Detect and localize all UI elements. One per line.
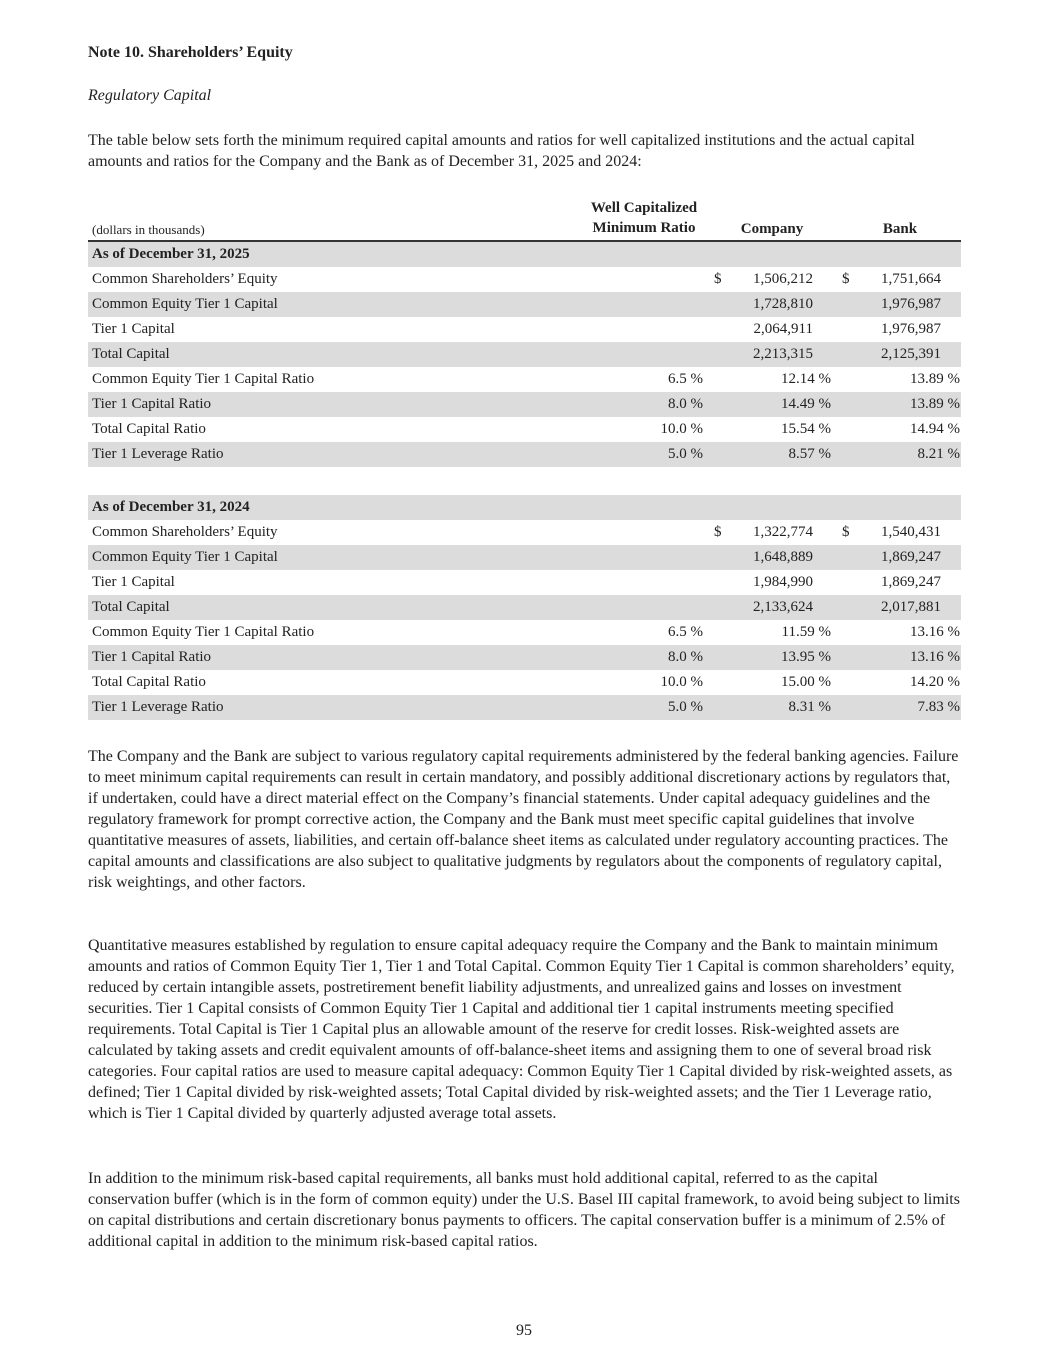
bank-dollar-sign: $ <box>842 271 850 287</box>
row-label: Common Shareholders’ Equity <box>92 271 278 287</box>
bank-value: 8.21 % <box>917 446 960 462</box>
bank-dollar-sign: $ <box>842 524 850 540</box>
table-row <box>88 645 961 670</box>
section-spacer <box>88 467 961 495</box>
table-row <box>88 520 961 545</box>
section-heading-row <box>88 495 961 520</box>
paragraph-regulatory-requirements: The Company and the Bank are subject to various regulatory capital requirements administered by the federal banking agencies. Failure to meet minimum capital requirements can result in certain mandatory, and possibly additional discretionary actions by regulators that, if undertaken, could have a direct material effect on the Company’s financial statements. Under capital adequacy guidelines and the regulatory framework for prompt corrective action, the Company and the Bank must meet specific capital guidelines that involve quantitative measures of assets, liabilities, and certain off-balance sheet items as calculated under regulatory accounting practices. The capital amounts and classifications are also subject to qualitative judgments by regulators about the components of regulatory capital, risk weightings, and other factors. <box>88 748 959 891</box>
well-capitalized-value: 6.5 % <box>668 371 703 387</box>
row-label: Total Capital Ratio <box>92 674 206 690</box>
column-header-company: Company <box>740 221 804 237</box>
table-row <box>88 670 961 695</box>
bank-value: 7.83 % <box>917 699 960 715</box>
row-label: Tier 1 Leverage Ratio <box>92 699 224 715</box>
section-heading: As of December 31, 2024 <box>92 499 250 515</box>
bank-value: 1,869,247 <box>881 574 941 590</box>
company-value: 1,728,810 <box>753 296 813 312</box>
table-row <box>88 342 961 367</box>
row-label: Total Capital Ratio <box>92 421 206 437</box>
row-label: Tier 1 Capital <box>92 574 175 590</box>
bank-value: 13.16 % <box>910 649 960 665</box>
table-row <box>88 292 961 317</box>
table-row <box>88 695 961 720</box>
bank-value: 1,751,664 <box>881 271 941 287</box>
table-row <box>88 570 961 595</box>
column-header-bank: Bank <box>882 221 918 237</box>
well-capitalized-value: 6.5 % <box>668 624 703 640</box>
company-value: 1,984,990 <box>753 574 813 590</box>
row-label: Common Equity Tier 1 Capital <box>92 549 278 565</box>
company-value: 13.95 % <box>781 649 831 665</box>
section-heading-row <box>88 242 961 267</box>
bank-value: 1,869,247 <box>881 549 941 565</box>
bank-value: 13.89 % <box>910 396 960 412</box>
row-label: Total Capital <box>92 346 170 362</box>
paragraph-conservation-buffer: In addition to the minimum risk-based capital requirements, all banks must hold additional capital, referred to as the capital conservation buffer (which is in the form of common equity) under the U.S. Basel III capital framework, to avoid being subject to limits on capital distributions and certain discretionary bonus payments to officers. The capital conservation buffer is a minimum of 2.5% of additional capital in addition to the minimum risk-based capital ratios. <box>88 1170 960 1250</box>
table-header <box>88 199 961 242</box>
company-value: 15.00 % <box>781 674 831 690</box>
company-value: 12.14 % <box>781 371 831 387</box>
row-label: Tier 1 Capital <box>92 321 175 337</box>
company-value: 14.49 % <box>781 396 831 412</box>
bank-value: 13.16 % <box>910 624 960 640</box>
table-row <box>88 367 961 392</box>
bank-value: 2,125,391 <box>881 346 941 362</box>
company-value: 1,322,774 <box>753 524 813 540</box>
well-capitalized-value: 8.0 % <box>668 396 703 412</box>
table-row <box>88 545 961 570</box>
table-row <box>88 267 961 292</box>
company-value: 1,506,212 <box>753 271 813 287</box>
company-value: 1,648,889 <box>753 549 813 565</box>
row-label: Tier 1 Capital Ratio <box>92 649 212 665</box>
row-label: Common Equity Tier 1 Capital Ratio <box>92 624 315 640</box>
row-label: Tier 1 Leverage Ratio <box>92 446 224 462</box>
company-value: 2,064,911 <box>753 321 813 337</box>
table-row <box>88 442 961 467</box>
company-value: 15.54 % <box>781 421 831 437</box>
bank-value: 1,976,987 <box>881 296 941 312</box>
page-number: 95 <box>516 1322 532 1339</box>
section-heading: As of December 31, 2025 <box>92 246 250 262</box>
well-capitalized-value: 10.0 % <box>660 421 703 437</box>
company-dollar-sign: $ <box>714 524 722 540</box>
company-value: 11.59 % <box>781 624 831 640</box>
paragraph-quantitative-measures: Quantitative measures established by regulation to ensure capital adequacy require the Company and the Bank to maintain minimum amounts and ratios of Common Equity Tier 1, Tier 1 and Total Capital. Common Equity Tier 1 Capital is common shareholders’ equity, reduced by certain intangible assets, postretirement benefit liability adjustments, and unrealized gains and losses on investment securities. Tier 1 Capital consists of Common Equity Tier 1 Capital and additional tier 1 capital instruments meeting specified requirements. Total Capital is Tier 1 Capital plus an allowable amount of the reserve for credit losses. Risk-weighted assets are calculated by taking assets and credit equivalent amounts of off-balance-sheet items and assigning them to one of several broad risk categories. Four capital ratios are used to measure capital adequacy: Common Equity Tier 1 Capital divided by risk-weighted assets, as defined; Tier 1 Capital divided by risk-weighted assets; Total Capital divided by risk-weighted assets; and the Tier 1 Leverage ratio, which is Tier 1 Capital divided by quarterly adjusted average total assets. <box>88 937 955 1122</box>
note-title: Note 10. Shareholders’ Equity <box>88 44 293 61</box>
well-capitalized-value: 10.0 % <box>660 674 703 690</box>
section-title: Regulatory Capital <box>88 87 212 104</box>
table-row <box>88 595 961 620</box>
well-capitalized-value: 5.0 % <box>668 699 703 715</box>
bank-value: 14.94 % <box>910 421 960 437</box>
column-header-wc-line2: Minimum Ratio <box>592 220 696 236</box>
row-label: Common Shareholders’ Equity <box>92 524 278 540</box>
company-value: 2,133,624 <box>753 599 813 615</box>
intro-paragraph: The table below sets forth the minimum required capital amounts and ratios for well capitalized institutions and the actual capital amounts and ratios for the Company and the Bank as of December 31, 2025 and 2024: <box>88 132 915 170</box>
bank-value: 14.20 % <box>910 674 960 690</box>
table-row <box>88 317 961 342</box>
row-label: Common Equity Tier 1 Capital <box>92 296 278 312</box>
company-value: 8.57 % <box>788 446 831 462</box>
row-label: Common Equity Tier 1 Capital Ratio <box>92 371 315 387</box>
bank-value: 13.89 % <box>910 371 960 387</box>
regulatory-capital-table <box>88 199 961 720</box>
bank-value: 1,976,987 <box>881 321 941 337</box>
table-row <box>88 417 961 442</box>
row-label: Total Capital <box>92 599 170 615</box>
company-value: 8.31 % <box>788 699 831 715</box>
table-row <box>88 620 961 645</box>
company-dollar-sign: $ <box>714 271 722 287</box>
column-header-wc-line1: Well Capitalized <box>590 200 698 216</box>
bank-value: 1,540,431 <box>881 524 941 540</box>
company-value: 2,213,315 <box>753 346 813 362</box>
units-label: (dollars in thousands) <box>92 222 205 237</box>
bank-value: 2,017,881 <box>881 599 941 615</box>
table-row <box>88 392 961 417</box>
column-header-well-capitalized <box>574 198 714 238</box>
table-body <box>88 242 961 720</box>
well-capitalized-value: 8.0 % <box>668 649 703 665</box>
row-label: Tier 1 Capital Ratio <box>92 396 212 412</box>
well-capitalized-value: 5.0 % <box>668 446 703 462</box>
